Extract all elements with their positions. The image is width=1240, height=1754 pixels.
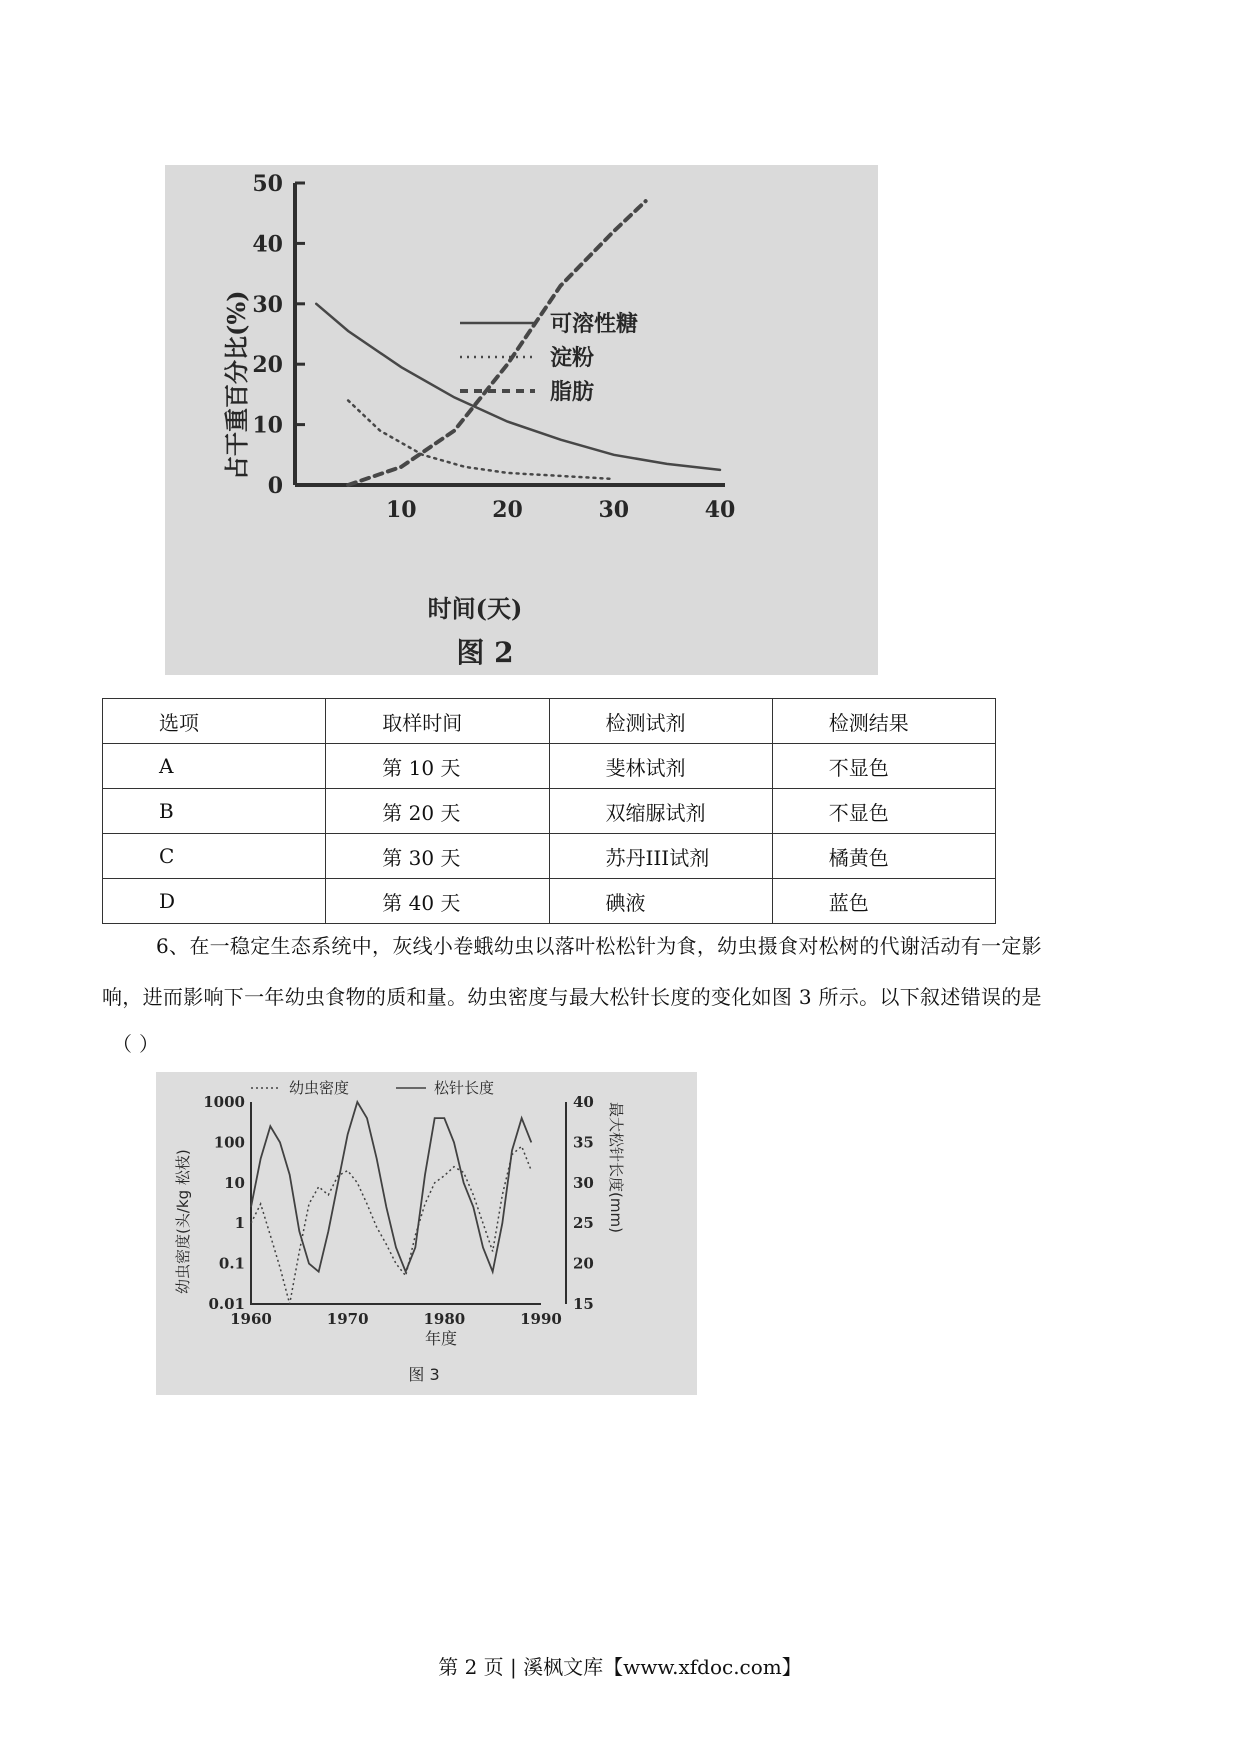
table-cell: C	[103, 834, 326, 879]
right-tick-label: 15	[573, 1295, 594, 1313]
figure-3-axes	[203, 1093, 594, 1328]
table-row	[103, 834, 996, 879]
x-tick-label: 1980	[423, 1310, 466, 1328]
x-tick-label: 1970	[326, 1310, 369, 1328]
legend-label: 可溶性糖	[550, 311, 639, 337]
table-cell: 碘液	[549, 879, 772, 924]
right-tick-label: 30	[573, 1173, 594, 1192]
figure-2-lines	[316, 201, 720, 485]
left-tick-label: 0.1	[218, 1254, 245, 1273]
y-tick-label: 10	[252, 412, 283, 439]
table-cell: A	[103, 744, 326, 789]
table-cell: 橘黄色	[772, 834, 995, 879]
table-cell: 第 40 天	[326, 879, 549, 924]
table-cell: B	[103, 789, 326, 834]
left-tick-label: 10	[224, 1173, 245, 1192]
right-tick-label: 20	[573, 1254, 594, 1273]
question-6-line-2: 响，进而影响下一年幼虫食物的质和量。幼虫密度与最大松针长度的变化如图 3 所示。以下叙述错误的是	[102, 985, 1042, 1009]
table-row	[103, 789, 996, 834]
figure-3-chart	[156, 1072, 697, 1395]
table-cell: 苏丹III试剂	[549, 834, 772, 879]
table-cell: 第 10 天	[326, 744, 549, 789]
table-row	[103, 879, 996, 924]
figure-3-ylabel-left: 幼虫密度(头/kg 松枝)	[174, 1149, 192, 1294]
figure-3-xlabel: 年度	[424, 1329, 458, 1348]
legend-label: 淀粉	[550, 345, 595, 371]
x-tick-label: 30	[598, 497, 630, 523]
figure-3-caption: 图 3	[408, 1365, 440, 1384]
series-line-1	[316, 304, 720, 470]
figure-2-chart	[165, 165, 878, 675]
question-6-line-1: 6、在一稳定生态系统中，灰线小卷蛾幼虫以落叶松松针为食，幼虫摄食对松树的代谢活动有一定影	[156, 934, 1042, 958]
table-header-cell: 检测试剂	[549, 699, 772, 744]
series-line-2	[348, 400, 614, 479]
figure-2-axes	[252, 171, 735, 523]
table-cell: 斐林试剂	[549, 744, 772, 789]
series-line-2	[251, 1102, 531, 1272]
question-6-answer-blank: （ ）	[112, 1032, 160, 1056]
table-cell: 双缩脲试剂	[549, 789, 772, 834]
left-tick-label: 1	[234, 1214, 245, 1233]
table-cell: 不显色	[772, 744, 995, 789]
y-tick-label: 0	[267, 473, 283, 499]
figure-3-legend	[251, 1079, 494, 1097]
table-header-row	[103, 699, 996, 744]
left-tick-label: 100	[213, 1133, 245, 1152]
table-cell: 不显色	[772, 789, 995, 834]
figure-2-xlabel: 时间(天)	[427, 594, 523, 623]
figure-2	[165, 165, 878, 675]
figure-3-lines	[251, 1102, 531, 1304]
figure-2-caption: 图 2	[456, 636, 514, 669]
legend-label: 松针长度	[434, 1079, 495, 1097]
table-cell: D	[103, 879, 326, 924]
x-tick-label: 10	[385, 497, 417, 523]
figure-3-ylabel-right: 最大松针长度(mm)	[607, 1102, 625, 1233]
left-tick-label: 1000	[203, 1093, 245, 1111]
right-tick-label: 25	[573, 1214, 594, 1233]
x-tick-label: 40	[704, 497, 736, 523]
right-tick-label: 35	[573, 1133, 594, 1152]
table-cell: 第 20 天	[326, 789, 549, 834]
table-row	[103, 744, 996, 789]
x-tick-label: 1960	[230, 1310, 272, 1328]
options-table-body	[103, 699, 996, 924]
table-header-cell: 检测结果	[772, 699, 995, 744]
y-tick-label: 20	[252, 352, 283, 379]
y-tick-label: 50	[252, 171, 283, 197]
table-header-cell: 取样时间	[326, 699, 549, 744]
page-footer: 第 2 页 | 溪枫文库【www.xfdoc.com】	[438, 1655, 802, 1679]
left-tick-label: 0.01	[208, 1295, 245, 1313]
x-tick-label: 1990	[520, 1310, 562, 1328]
x-tick-label: 20	[492, 497, 523, 523]
options-table	[102, 698, 996, 924]
table-header-cell: 选项	[103, 699, 326, 744]
y-tick-label: 30	[252, 291, 283, 318]
series-line-3	[348, 201, 646, 485]
y-tick-label: 40	[252, 231, 283, 258]
figure-2-ylabel: 占干重百分比(%)	[222, 290, 251, 480]
table-cell: 蓝色	[772, 879, 995, 924]
legend-label: 脂肪	[550, 379, 595, 405]
figure-3	[156, 1072, 697, 1395]
right-tick-label: 40	[573, 1093, 594, 1111]
legend-label: 幼虫密度	[289, 1079, 350, 1097]
table-cell: 第 30 天	[326, 834, 549, 879]
